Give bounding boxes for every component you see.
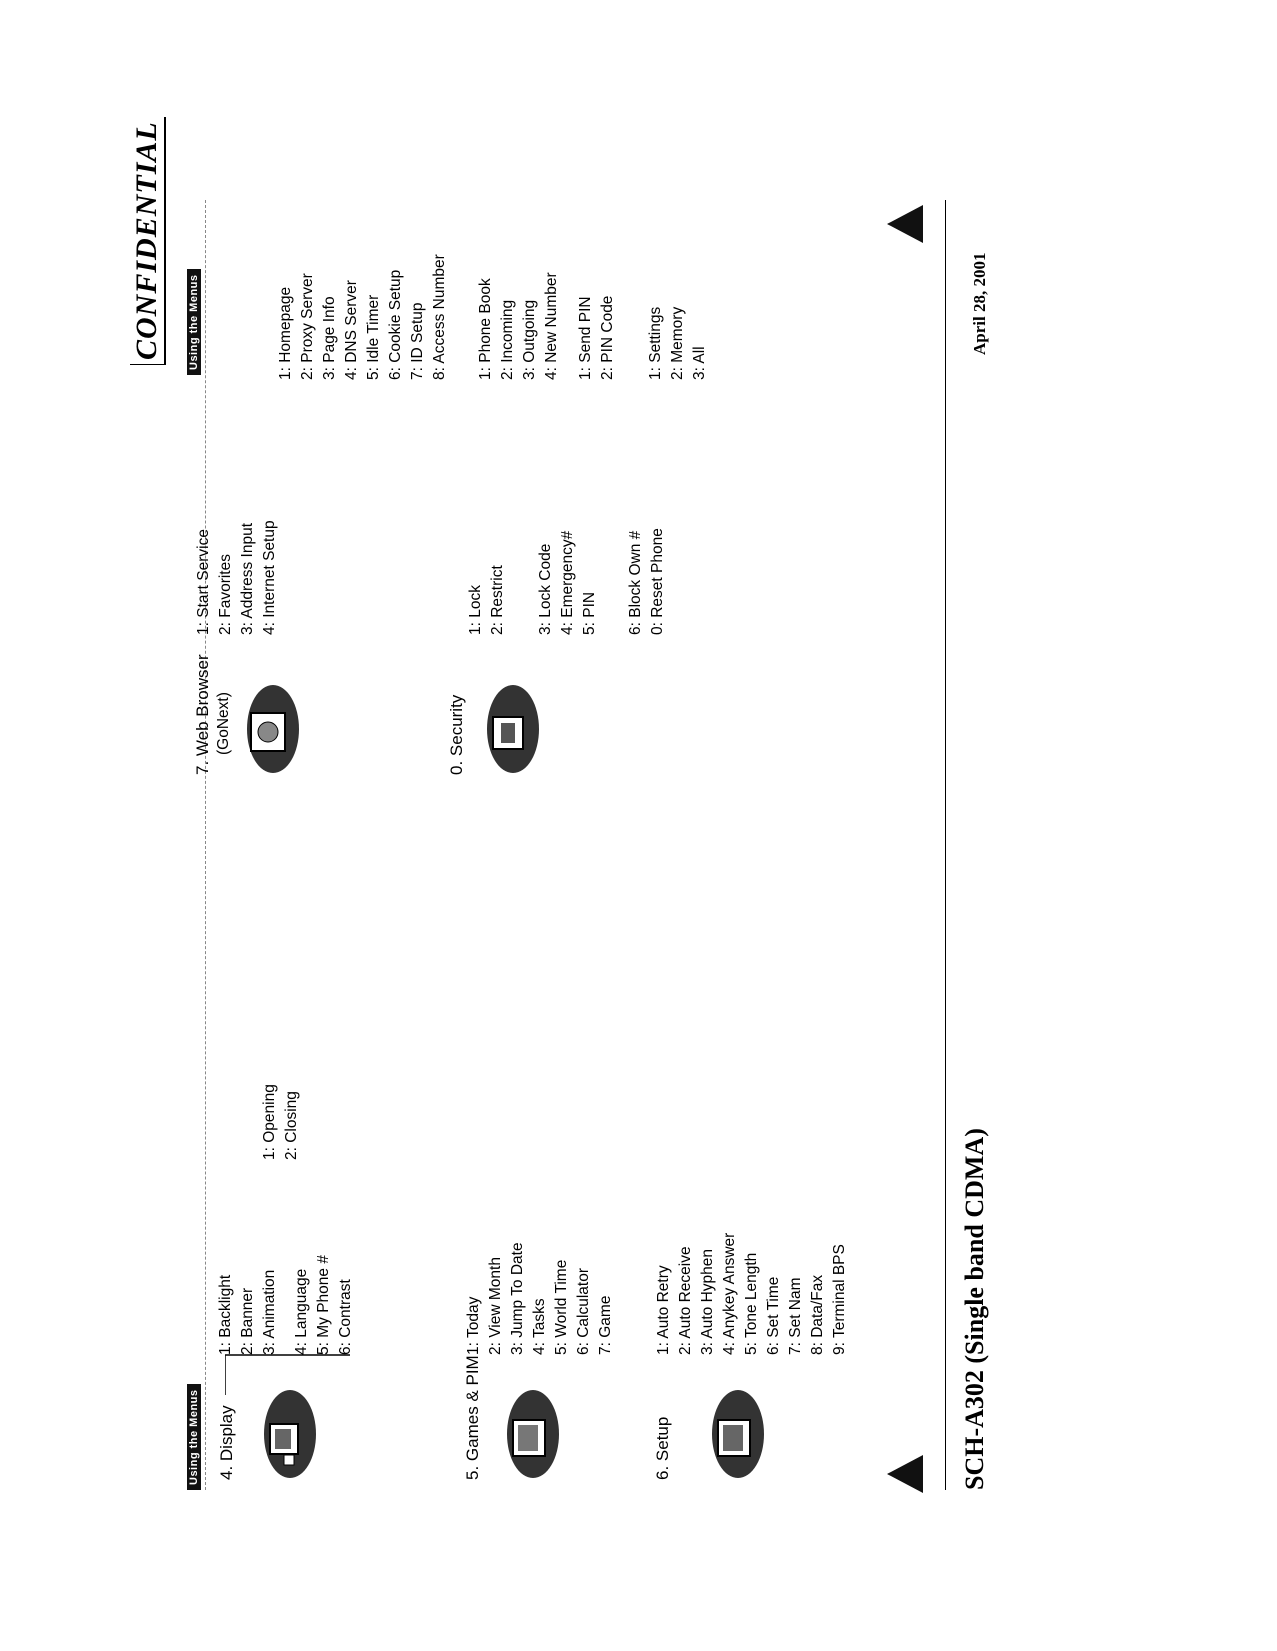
- internet-setup-item: 6: Cookie Setup: [387, 269, 404, 380]
- header-tag-left: Using the Menus: [187, 1384, 201, 1490]
- setup-item: 8: Data/Fax: [809, 1274, 826, 1355]
- setup-item: 2: Auto Receive: [677, 1246, 694, 1355]
- security-menu-title: 0. Security: [447, 694, 466, 775]
- setup-items: [653, 1233, 851, 1355]
- display-item: 1: Backlight: [217, 1274, 234, 1355]
- games-item: 3: Jump To Date: [509, 1242, 526, 1355]
- display-animation-sub: [259, 1084, 303, 1160]
- security-item: 3: Lock Code: [537, 543, 554, 635]
- display-menu-title: 4. Display: [217, 1405, 236, 1480]
- security-items-c: [625, 528, 669, 635]
- header-tag-right: Using the Menus: [187, 269, 201, 375]
- web-browser-menu-icon: [235, 683, 305, 775]
- display-item: 2: Banner: [239, 1287, 256, 1355]
- confidential-stamp: CONFIDENTIAL: [130, 117, 166, 365]
- setup-item: 7: Set Nam: [787, 1277, 804, 1355]
- pin-item: 1: Send PIN: [577, 296, 594, 380]
- security-item: 2: Restrict: [489, 565, 506, 635]
- security-menu-icon: [475, 683, 545, 775]
- web-item: 2: Favorites: [217, 554, 234, 635]
- display-item: 4: Language: [293, 1268, 310, 1355]
- setup-item: 6: Set Time: [765, 1276, 782, 1355]
- games-item: 4: Tasks: [531, 1298, 548, 1355]
- web-browser-subtitle: (GoNext): [215, 692, 232, 755]
- restrict-item: 3: Outgoing: [521, 299, 538, 380]
- games-menu-title: 5. Games & PIM: [463, 1355, 482, 1480]
- security-pin-sub: [575, 296, 619, 380]
- restrict-item: 4: New Number: [543, 272, 560, 380]
- internet-setup-item: 5: Idle Timer: [365, 294, 382, 380]
- reset-item: 3: All: [691, 346, 708, 380]
- animation-sub-item: 2: Closing: [283, 1091, 300, 1160]
- security-item: 6: Block Own #: [627, 530, 644, 635]
- footer-date: April 28, 2001: [970, 252, 989, 355]
- internet-setup-item: 3: Page Info: [321, 296, 338, 380]
- setup-menu-title: 6. Setup: [653, 1416, 672, 1480]
- pin-item: 2: PIN Code: [599, 295, 616, 380]
- display-item: 5: My Phone #: [315, 1255, 332, 1355]
- reset-item: 1: Settings: [647, 306, 664, 380]
- internet-setup-item: 8: Access Number: [431, 254, 448, 380]
- games-item: 2: View Month: [487, 1257, 504, 1355]
- security-item: 0: Reset Phone: [649, 528, 666, 635]
- restrict-item: 1: Phone Book: [477, 278, 494, 380]
- display-items: [215, 1255, 357, 1355]
- web-item: 3: Address Input: [239, 522, 256, 635]
- landscape-content: [130, 121, 1085, 1490]
- display-item: 3: Animation: [261, 1269, 278, 1355]
- games-menu-icon: [495, 1388, 565, 1480]
- setup-item: 9: Terminal BPS: [831, 1244, 848, 1355]
- restrict-item: 2: Incoming: [499, 299, 516, 380]
- web-browser-menu-title: 7. Web Browser: [193, 654, 212, 775]
- internet-setup-item: 2: Proxy Server: [299, 273, 316, 380]
- setup-item: 5: Tone Length: [743, 1252, 760, 1355]
- web-internet-setup-sub: [275, 254, 451, 380]
- internet-setup-item: 4: DNS Server: [343, 280, 360, 380]
- reset-item: 2: Memory: [669, 306, 686, 380]
- security-item: 1: Lock: [467, 585, 484, 635]
- games-items: [463, 1242, 617, 1355]
- animation-sub-item: 1: Opening: [261, 1084, 278, 1160]
- setup-menu-icon: [700, 1388, 770, 1480]
- games-item: 7: Game: [597, 1295, 614, 1355]
- web-item: 1: Start Service: [195, 529, 212, 635]
- setup-item: 3: Auto Hyphen: [699, 1249, 716, 1355]
- bottom-rule: [945, 200, 946, 1490]
- internet-setup-item: 1: Homepage: [277, 286, 294, 380]
- setup-item: 1: Auto Retry: [655, 1265, 672, 1355]
- display-item: 6: Contrast: [337, 1279, 354, 1355]
- footer-model-title: SCH-A302 (Single band CDMA): [960, 1128, 989, 1490]
- security-items-b: [535, 531, 601, 635]
- internet-setup-item: 7: ID Setup: [409, 302, 426, 380]
- display-menu-icon: [250, 1388, 320, 1480]
- security-restrict-sub: [475, 272, 563, 380]
- games-item: 1: Today: [465, 1296, 482, 1355]
- top-rule: [205, 200, 206, 1490]
- next-page-icon[interactable]: [885, 203, 927, 245]
- web-items: [193, 520, 281, 635]
- security-reset-sub: [645, 307, 711, 380]
- security-item: 4: Emergency#: [559, 530, 576, 635]
- web-item: 4: Internet Setup: [261, 520, 278, 635]
- security-item: 5: PIN: [581, 591, 598, 635]
- setup-item: 4: Anykey Answer: [721, 1232, 738, 1355]
- security-items-a: [465, 565, 509, 635]
- games-item: 5: World Time: [553, 1259, 570, 1355]
- prev-page-icon[interactable]: [885, 1453, 927, 1495]
- games-item: 6: Calculator: [575, 1267, 592, 1355]
